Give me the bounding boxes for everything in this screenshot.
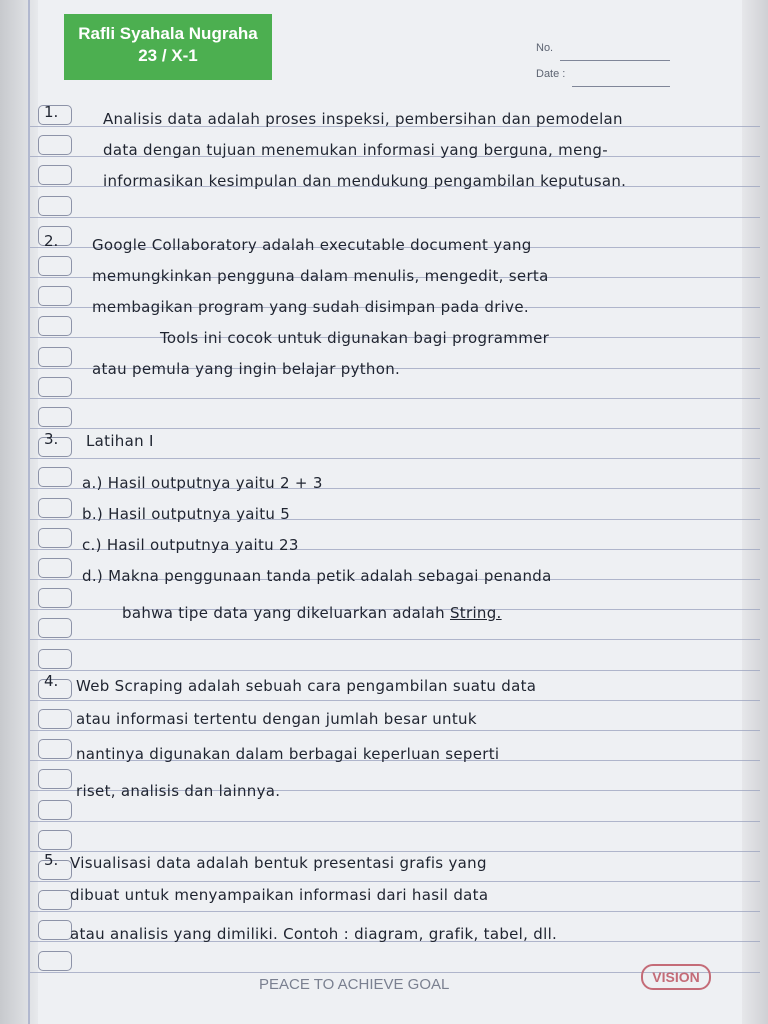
ruled-line (30, 670, 760, 671)
margin-checkbox (38, 830, 72, 850)
answer-1-number: 1. (44, 103, 59, 121)
margin-checkbox (38, 618, 72, 638)
answer-3-item-d: d.) Makna penggunaan tanda petik adalah sebagai penanda (82, 567, 552, 585)
answer-3-item-d-text: bahwa tipe data yang dikeluarkan adalah (122, 604, 445, 622)
binding-shadow (0, 0, 38, 1024)
ruled-line (30, 851, 760, 852)
answer-3-item-d-cont (122, 604, 502, 622)
ruled-line (30, 217, 760, 218)
answer-3-item-b: b.) Hasil outputnya yaitu 5 (82, 505, 291, 523)
ruled-line (30, 911, 760, 912)
answer-3-item-c: c.) Hasil outputnya yaitu 23 (82, 536, 299, 554)
answer-5-line-2: dibuat untuk menyampaikan informasi dari hasil data (70, 886, 489, 904)
answer-2-number: 2. (44, 232, 59, 250)
answer-2-line-4: Tools ini cocok untuk digunakan bagi programmer (160, 329, 550, 347)
margin-checkbox (38, 347, 72, 367)
margin-checkbox (38, 316, 72, 336)
answer-3-heading: Latihan I (86, 432, 154, 450)
date-line (572, 86, 670, 87)
margin-checkbox (38, 709, 72, 729)
margin-checkbox (38, 377, 72, 397)
margin-checkbox (38, 196, 72, 216)
ruled-line (30, 639, 760, 640)
margin-checkbox (38, 739, 72, 759)
margin-line (28, 0, 30, 1024)
margin-checkbox (38, 498, 72, 518)
no-line (560, 60, 670, 61)
answer-5-line-1: Visualisasi data adalah bentuk presentasi grafis yang (70, 854, 487, 872)
answer-1-line-2: data dengan tujuan menemukan informasi yang berguna, meng- (103, 141, 608, 159)
no-label: No. (536, 42, 554, 54)
margin-checkbox (38, 588, 72, 608)
margin-checkbox (38, 528, 72, 548)
ruled-line (30, 881, 760, 882)
margin-checkbox (38, 286, 72, 306)
answer-4-line-2: atau informasi tertentu dengan jumlah besar untuk (76, 710, 477, 728)
margin-checkbox (38, 165, 72, 185)
ruled-line (30, 398, 760, 399)
margin-checkbox (38, 951, 72, 971)
answer-5-line-3: atau analisis yang dimiliki. Contoh : diagram, grafik, tabel, dll. (70, 925, 558, 943)
answer-2-line-2: memungkinkan pengguna dalam menulis, mengedit, serta (92, 267, 549, 285)
answer-3-item-a: a.) Hasil outputnya yaitu 2 + 3 (82, 474, 323, 492)
margin-checkbox (38, 890, 72, 910)
answer-4-line-4: riset, analisis dan lainnya. (76, 782, 281, 800)
answer-3-emphasis: String. (449, 604, 502, 622)
student-name-badge (64, 14, 272, 80)
margin-checkbox (38, 800, 72, 820)
margin-checkbox (38, 256, 72, 276)
answer-1-line-1: Analisis data adalah proses inspeksi, pembersihan dan pemodelan (103, 110, 623, 128)
margin-checkbox (38, 649, 72, 669)
answer-5-number: 5. (44, 851, 59, 869)
ruled-line (30, 821, 760, 822)
margin-checkbox (38, 407, 72, 427)
margin-checkbox (38, 135, 72, 155)
vision-logo: VISION (641, 964, 711, 990)
page-edge (742, 0, 768, 1024)
answer-2-line-1: Google Collaboratory adalah executable document yang (92, 236, 532, 254)
margin-checkbox (38, 769, 72, 789)
answer-4-number: 4. (44, 672, 59, 690)
ruled-line (30, 428, 760, 429)
margin-checkbox (38, 467, 72, 487)
answer-4-line-3: nantinya digunakan dalam berbagai keperluan seperti (76, 745, 500, 763)
answer-1-line-3: informasikan kesimpulan dan mendukung pengambilan keputusan. (103, 172, 627, 190)
student-name: Rafli Syahala Nugraha (78, 24, 258, 43)
footer-slogan: PEACE TO ACHIEVE GOAL (259, 976, 450, 993)
date-label: Date : (536, 68, 566, 80)
student-class: 23 / X-1 (138, 46, 198, 65)
answer-2-line-5: atau pemula yang ingin belajar python. (92, 360, 401, 378)
ruled-line (30, 458, 760, 459)
margin-checkbox (38, 558, 72, 578)
ruled-line (30, 730, 760, 731)
answer-3-number: 3. (44, 430, 59, 448)
ruled-line (30, 700, 760, 701)
margin-checkbox (38, 920, 72, 940)
answer-4-line-1: Web Scraping adalah sebuah cara pengambilan suatu data (76, 677, 537, 695)
answer-2-line-3: membagikan program yang sudah disimpan pada drive. (92, 298, 529, 316)
